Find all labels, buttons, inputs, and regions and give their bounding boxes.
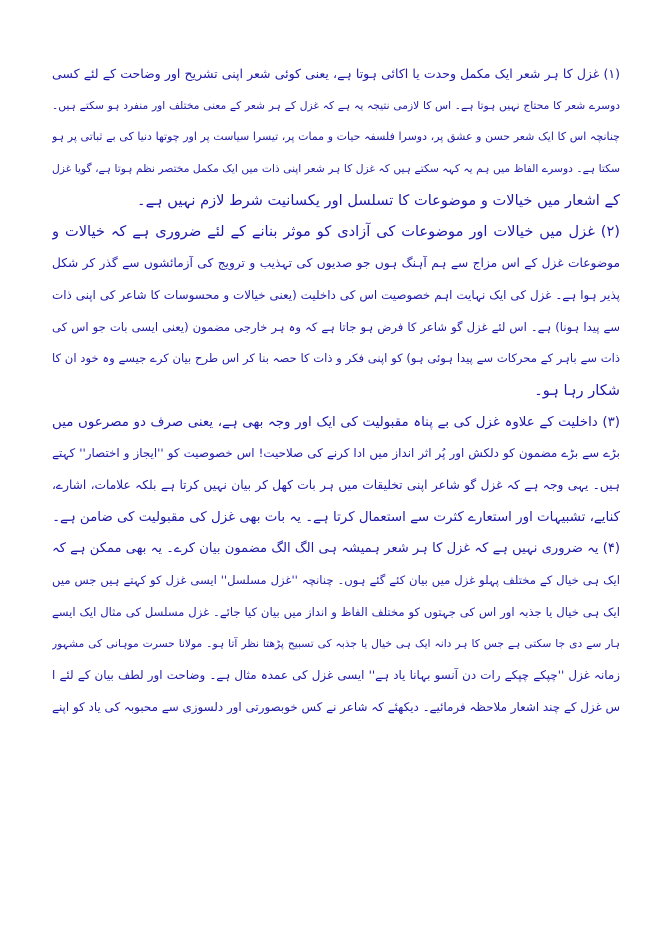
- text-line: چنانچہ اس کا ایک شعر حسن و عشق پر، دوسرا فلسفہ حیات و ممات پر، تیسرا سیاست پر اور چوتھا دنیا کی بے ثباتی پر ہو: [52, 130, 620, 144]
- text-line: (۱) غزل کا ہر شعر ایک مکمل وحدت یا اکائی ہوتا ہے، یعنی کوئی شعر اپنی تشریح اور وضاحت کے لئے کسی: [52, 66, 620, 81]
- paragraph-3: [52, 407, 620, 534]
- text-line: ذات سے باہر کے محرکات سے پیدا ہوئی ہو) کو اپنی فکر و ذات کا حصہ بنا کر اس طرح بیان کرے جیسے وہ خود ان کا: [52, 351, 620, 366]
- text-line: (۲) غزل میں خیالات اور موضوعات کی آزادی کو موثر بنانے کے لئے ضروری ہے کہ خیالات و: [52, 223, 620, 241]
- text-line: موضوعات غزل کے اس مزاج سے ہم آہنگ ہوں جو صدیوں کی تہذیب و ترویج کی آزمائشوں سے گذر کر شکل: [52, 256, 620, 271]
- text-line: ہار سے دی جا سکتی ہے جس کا ہر دانہ ایک ہی خیال یا جذبہ کی تسبیح پڑھتا نظر آتا ہو۔ مولانا حسرت موہانی کی مشہور: [52, 637, 620, 651]
- text-line: دوسرے شعر کا محتاج نہیں ہوتا ہے۔ اس کا لازمی نتیجہ یہ ہے کہ غزل کے ہر شعر کے معنی مختلف اور منفرد ہو سکتے ہیں۔: [52, 98, 620, 112]
- paragraph-2: [52, 216, 620, 406]
- text-line: ایک ہی خیال کے مختلف پہلو غزل میں بیان کئے گئے ہوں۔ چنانچہ ''غزل مسلسل'' ایسی غزل کو کہتے ہیں جس میں: [52, 573, 620, 587]
- text-line: سے پیدا ہونا) ہے۔ اس لئے غزل گو شاعر کا فرض ہو جاتا ہے کہ وہ ہر خارجی مضمون (یعنی ایسی بات جو اس کی: [52, 319, 620, 334]
- paragraph-1: [52, 58, 620, 216]
- text-line: ایک ہی خیال یا جذبہ اور اس کی جہتوں کو مختلف الفاظ و انداز میں بیان کیا جائے۔ غزل مسلسل کی مثال ایک ایسے: [52, 604, 620, 619]
- text-line: شکار رہا ہو۔: [534, 381, 620, 399]
- text-line: بڑے سے بڑے مضمون کو دلکش اور پُر اثر انداز میں ادا کرنے کی صلاحیت! اس خصوصیت کو ''ایجاز و اختصار'' کہتے: [52, 446, 620, 461]
- text-line: کے اشعار میں خیالات و موضوعات کا تسلسل اور یکسانیت شرط لازم نہیں ہے۔: [137, 191, 620, 209]
- text-line: ہیں۔ یہی وجہ ہے کہ غزل گو شاعر اپنی تخلیقات میں ہر بات کھل کر بیان نہیں کرتا ہے بلکہ علامات، اشارے،: [52, 477, 620, 492]
- text-line: س غزل کے چند اشعار ملاحظہ فرمائیے۔ دیکھئے کہ شاعر نے کس خوبصورتی اور دلسوزی سے محبوبہ کی یاد کو اپنے: [52, 699, 620, 714]
- text-line: (۳) داخلیت کے علاوہ غزل کی بے پناہ مقبولیت کی ایک اور وجہ بھی ہے، یعنی صرف دو مصرعوں میں: [52, 414, 620, 430]
- text-line: زمانہ غزل ''چپکے چپکے رات دن آنسو بہانا یاد ہے'' ایسی غزل کی عمدہ مثال ہے۔ وضاحت اور لطف بیان کے لئے ا: [52, 668, 620, 683]
- text-line: کنایے، تشبیہات اور استعارے کثرت سے استعمال کرتا ہے۔ یہ بات بھی غزل کی مقبولیت کی ضامن ہے۔: [52, 509, 620, 525]
- text-line: (۴) یہ ضروری نہیں ہے کہ غزل کا ہر شعر ہمیشہ ہی الگ الگ مضمون بیان کرے۔ یہ بھی ممکن ہے کہ: [52, 541, 620, 557]
- document-page: [52, 58, 620, 723]
- text-line: پذیر ہوا ہے۔ غزل کی ایک نہایت اہم خصوصیت اس کی داخلیت (یعنی خیالات و محسوسات کا شاعر کی اپنی ذات: [52, 287, 620, 302]
- text-line: سکتا ہے۔ دوسرے الفاظ میں ہم یہ کہہ سکتے ہیں کہ غزل کا ہر شعر اپنی ذات میں ایک مکمل مختصر نظم ہوتا ہے، گویا غزل: [52, 162, 620, 176]
- paragraph-4: [52, 533, 620, 723]
